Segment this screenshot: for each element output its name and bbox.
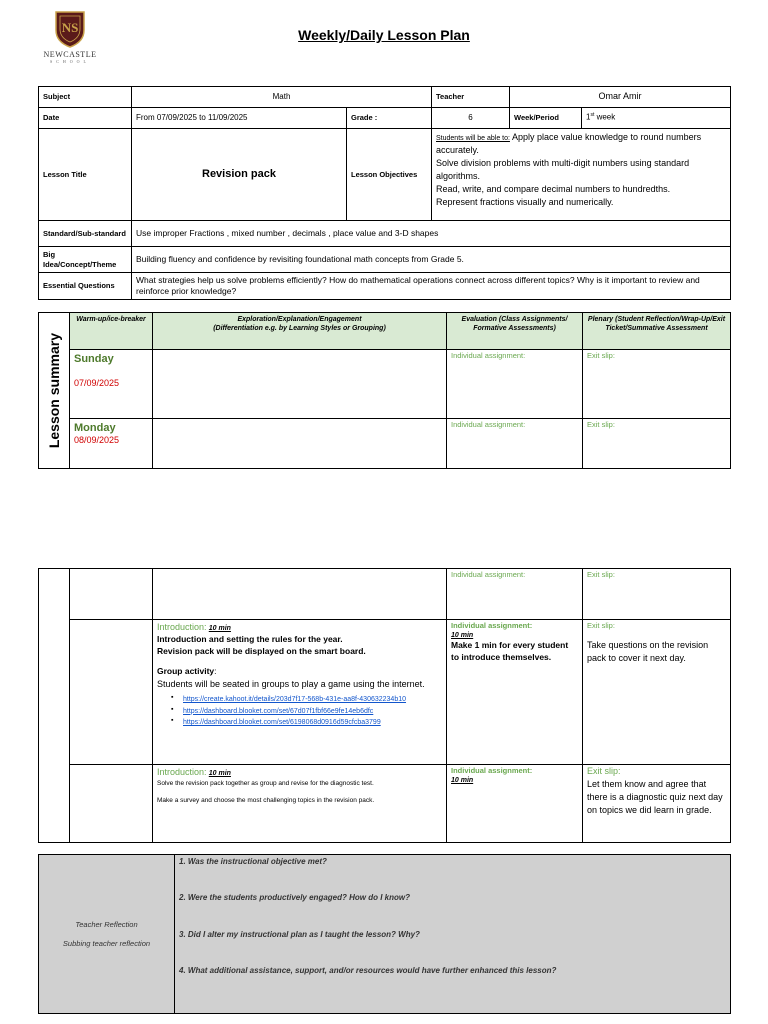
plenary-cell: Exit slip: Take questions on the revision pack to cover it next day. (583, 620, 731, 765)
link-list (157, 694, 442, 727)
exploration-cell (153, 569, 447, 620)
header-exploration: Exploration/Explanation/Engagement (Differentiation e.g. by Learning Styles or Grouping) (153, 313, 447, 350)
lesson-title-value: Revision pack (132, 129, 347, 221)
lesson-summary-continued-table (38, 568, 731, 843)
standard-value: Use improper Fractions , mixed number , decimals , place value and 3-D shapes (132, 221, 731, 247)
blooket-link-1[interactable]: https://dashboard.blooket.com/set/67d07f1fbf66e9fe14eb6dfc (183, 707, 374, 715)
header-warmup: Warm-up/ice-breaker (70, 313, 153, 350)
page-title: Weekly/Daily Lesson Plan (298, 27, 470, 43)
evaluation-cell: Individual assignment: (447, 419, 583, 469)
evaluation-cell: Individual assignment: 10 min Make 1 min for every student to introduce themselves. (447, 620, 583, 765)
big-idea-value: Building fluency and confidence by revisiting foundational math concepts from Grade 5. (132, 247, 731, 273)
grade-value: 6 (432, 108, 510, 129)
evaluation-cell: Individual assignment: (447, 569, 583, 620)
big-idea-label: Big Idea/Concept/Theme (39, 247, 132, 273)
evaluation-cell: Individual assignment: (447, 350, 583, 419)
header-plenary: Plenary (Student Reflection/Wrap-Up/Exit Ticket/Summative Assessment (583, 313, 731, 350)
kahoot-link[interactable]: https://create.kahoot.it/details/203d7f17-568b-431e-aa8f-430632234b10 (183, 696, 407, 704)
blooket-link-2[interactable]: https://dashboard.blooket.com/set/6198068d0916d59cfcba3799 (183, 719, 381, 727)
day-cell (70, 620, 153, 765)
day-cell (70, 765, 153, 843)
info-table (38, 86, 731, 300)
exploration-cell-intro: Introduction: 10 min Solve the revision pack together as group and revise for the diagnostic test. Make a survey and choose the most challenging topics in the revision pack. (153, 765, 447, 843)
reflection-q2: 2. Were the students productively engaged? How do I know? (179, 893, 410, 903)
evaluation-cell: Individual assignment: 10 min (447, 765, 583, 843)
essential-value: What strategies help us solve problems efficiently? How do mathematical operations connect across different topics? Why is it important to review and reinforce prior knowledge? (132, 273, 731, 300)
plenary-cell: Exit slip: (583, 350, 731, 419)
teacher-value: Omar Amir (510, 87, 731, 108)
lesson-title-label: Lesson Title (39, 129, 132, 221)
subject-label: Subject (39, 87, 132, 108)
plenary-cell: Exit slip: Let them know and agree that there is a diagnostic quiz next day on topics we did learn in grade. (583, 765, 731, 843)
day-cell-sunday (70, 350, 153, 419)
standard-label: Standard/Sub-standard (39, 221, 132, 247)
day-date: 07/09/2025 (74, 378, 120, 389)
plenary-cell: Exit slip: (583, 569, 731, 620)
lesson-summary-table (38, 312, 731, 469)
day-date: 08/09/2025 (74, 435, 120, 446)
exploration-cell-intro: Introduction: 10 min Introduction and setting the rules for the year. Revision pack will be displayed on the smart board. Group activity: Students will be seated in groups to play a game using the internet. ▪ https://create.kahoot.it/details/203d7f17-568b-431e-aa8f-430632234b10 ▪ https://dashboard.blooket.com/set/67d07f1fbf66e9fe14eb6dfc ▪ https://dashboard.blooket.com/set/6198068d0916d59cfcba3799 (153, 620, 447, 765)
objectives-value: Students will be able to: Apply place value knowledge to round numbers accurately. Solve division problems with multi-digit numbers using standard algorithms. Read, write, and compare decimal numbers to hundredths. Represent fractions visually and numerically. (432, 129, 731, 221)
lesson-summary-side (39, 569, 70, 843)
grade-label: Grade : (347, 108, 432, 129)
day-name: Monday (74, 422, 116, 434)
week-label: Week/Period (510, 108, 582, 129)
reflection-questions (175, 855, 731, 1014)
reflection-q3: 3. Did I alter my instructional plan as I taught the lesson? Why? (179, 929, 420, 939)
teacher-label: Teacher (432, 87, 510, 108)
objectives-label: Lesson Objectives (347, 129, 432, 221)
date-label: Date (39, 108, 132, 129)
lesson-summary-side (39, 313, 70, 469)
lesson-summary-label: Lesson summary (45, 332, 62, 449)
logo-sub: SCHOOL (49, 59, 90, 64)
essential-label: Essential Questions (39, 273, 132, 300)
day-cell (70, 569, 153, 620)
header-evaluation: Evaluation (Class Assignments/ Formative Assessments) (447, 313, 583, 350)
day-cell-monday (70, 419, 153, 469)
exploration-cell (153, 419, 447, 469)
week-value: 1st week (582, 108, 731, 129)
reflection-q4: 4. What additional assistance, support, and/or resources would have further enhanced this lesson? (179, 966, 557, 976)
teacher-reflection-label: Teacher Reflection (75, 919, 138, 929)
reflection-q1: 1. Was the instructional objective met? (179, 857, 327, 866)
reflection-labels (39, 855, 175, 1014)
day-name: Sunday (74, 353, 114, 365)
plenary-cell: Exit slip: (583, 419, 731, 469)
subbing-reflection-label: Subbing teacher reflection (62, 939, 151, 948)
subject-value: Math (132, 87, 432, 108)
reflection-table (38, 854, 731, 1014)
svg-text:NS: NS (61, 20, 79, 35)
date-value: From 07/09/2025 to 11/09/2025 (132, 108, 347, 129)
exploration-cell (153, 350, 447, 419)
logo-name: NEWCASTLE (43, 50, 97, 59)
